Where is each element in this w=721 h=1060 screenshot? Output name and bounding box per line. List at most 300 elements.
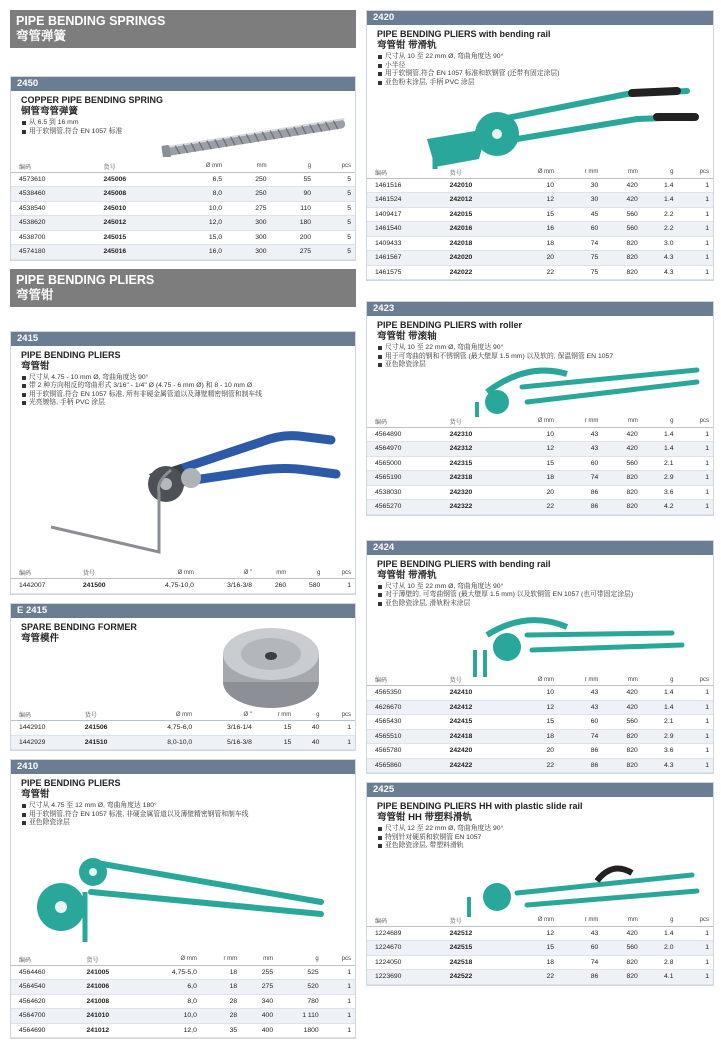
column-header: mm	[602, 675, 642, 686]
table-cell: 4.3	[642, 758, 678, 773]
table-cell: 12	[508, 442, 558, 457]
table-cell: 820	[602, 955, 642, 970]
table-cell: 1	[678, 744, 714, 759]
table-cell: 1	[678, 207, 714, 222]
column-header: 货号	[446, 167, 509, 178]
product-title: SPARE BENDING FORMER	[21, 621, 137, 632]
table-row	[11, 721, 355, 736]
product-2410	[10, 759, 356, 1039]
table-cell: 1 110	[277, 1009, 323, 1024]
table-cell: 16,0	[170, 245, 226, 260]
column-header: 货号	[446, 675, 509, 686]
table-cell: 1.4	[642, 193, 678, 208]
table-cell: 15	[256, 721, 295, 736]
pliers-image	[467, 352, 707, 422]
table-cell: 75	[558, 265, 602, 280]
table-cell: 241500	[79, 579, 133, 594]
table-cell: 1	[678, 955, 714, 970]
table-cell: 5	[315, 245, 355, 260]
table-cell: 242310	[446, 427, 509, 442]
table-cell: 10,0	[170, 201, 226, 216]
table-cell: 420	[602, 700, 642, 715]
table-cell: 180	[271, 216, 316, 231]
product-title: PIPE BENDING PLIERS	[21, 778, 121, 788]
table-cell: 8,0	[140, 994, 201, 1009]
product-2423	[366, 301, 714, 516]
table-cell: 1	[323, 1009, 355, 1024]
table-cell: 1	[678, 236, 714, 251]
feature-item: 亚色除瓷涂层, 带塑料滑轨	[377, 842, 703, 851]
table-cell: 242412	[446, 700, 509, 715]
table-cell: 30	[558, 178, 602, 193]
table-cell: 820	[602, 500, 642, 515]
table-cell: 8,0-10,0	[136, 735, 196, 750]
table-cell: 5/16-3/8	[196, 735, 256, 750]
section-title-en: PIPE BENDING PLIERS	[16, 272, 155, 287]
table-cell: 1.4	[642, 700, 678, 715]
table-cell: 820	[602, 758, 642, 773]
product-code: 2423	[367, 302, 713, 316]
table-cell: 1.4	[642, 442, 678, 457]
column-header: mm	[602, 167, 642, 178]
column-header: 货号	[99, 161, 170, 172]
product-2415	[10, 331, 356, 595]
table-cell: 12,0	[140, 1023, 201, 1038]
table-cell: 18	[508, 955, 558, 970]
right-column	[366, 10, 714, 994]
table-cell: 3/16-1/4	[196, 721, 256, 736]
column-header: 编码	[11, 568, 79, 579]
product-2450	[10, 76, 356, 261]
table-cell: 560	[602, 207, 642, 222]
feature-item: 小半径	[377, 62, 703, 71]
table-cell: 15,0	[170, 230, 226, 245]
pliers-image	[407, 79, 707, 169]
table-cell: 1224050	[367, 955, 446, 970]
table-cell: 86	[558, 758, 602, 773]
table-cell: 2.8	[642, 955, 678, 970]
column-header: r mm	[558, 167, 602, 178]
table-row	[367, 456, 713, 471]
feature-item: 光亮镀铬, 手柄 PVC 涂层	[21, 399, 345, 408]
feature-item: 对于薄壁的, 可弯曲钢管 (最大壁厚 1.5 mm) 以及软铜管 EN 1057 (也可带固定涂层)	[377, 591, 703, 600]
column-header: 货号	[83, 954, 140, 965]
table-row	[367, 729, 713, 744]
column-header: 编码	[11, 161, 99, 172]
table-cell: 1461540	[367, 222, 446, 237]
table-cell: 245008	[99, 187, 170, 202]
feature-list	[377, 825, 703, 851]
product-code: 2410	[11, 760, 355, 774]
table-cell: 22	[508, 970, 558, 985]
table-cell: 28	[201, 1009, 241, 1024]
table-cell: 820	[602, 485, 642, 500]
spring-image	[161, 117, 351, 157]
table-row	[367, 193, 713, 208]
column-header: 编码	[367, 416, 446, 427]
product-title-cn: 弯管钳 带滚轴	[377, 331, 437, 342]
table-row	[11, 965, 355, 980]
product-title: PIPE BENDING PLIERS with bending rail	[377, 29, 551, 39]
table-cell: 75	[558, 251, 602, 266]
table-cell: 420	[602, 442, 642, 457]
table-cell: 6,5	[170, 172, 226, 187]
product-title-cn: 弯管模件	[21, 632, 60, 644]
column-header: g	[642, 416, 678, 427]
table-cell: 18	[508, 471, 558, 486]
feature-item: 用于软铜管,符合 EN 1057 标准	[21, 128, 345, 137]
table-cell: 28	[201, 994, 241, 1009]
product-2420	[366, 10, 714, 281]
feature-item: 尺寸从 10 至 22 mm Ø, 弯曲角度达 90°	[377, 344, 703, 353]
column-header: pcs	[678, 167, 714, 178]
table-header-row	[11, 954, 355, 965]
table-cell: 1224670	[367, 941, 446, 956]
table-cell: 242515	[446, 941, 509, 956]
table-cell: 15	[508, 941, 558, 956]
table-cell: 242422	[446, 758, 509, 773]
product-E2415	[10, 603, 356, 752]
table-row	[367, 222, 713, 237]
table-cell: 1	[678, 251, 714, 266]
product-code: E 2415	[11, 604, 355, 618]
table-cell: 241008	[83, 994, 140, 1009]
pliers-image	[457, 853, 707, 919]
table-cell: 241006	[83, 980, 140, 995]
table-cell: 1	[678, 500, 714, 515]
product-title-cn: 弯管钳 带滑轨	[377, 40, 437, 51]
table-cell: 4,75-10,0	[133, 579, 198, 594]
table-cell: 4564620	[11, 994, 83, 1009]
table-cell: 5	[315, 172, 355, 187]
table-cell: 20	[508, 744, 558, 759]
feature-item: 用于软铜管,符合 EN 1057 标准和软钢管 (还带有固定涂层)	[377, 70, 703, 79]
column-header: 编码	[367, 675, 446, 686]
table-cell: 1.4	[642, 686, 678, 701]
table-cell: 15	[508, 207, 558, 222]
column-header: g	[295, 710, 323, 721]
column-header: 编码	[367, 915, 446, 926]
table-cell: 820	[602, 251, 642, 266]
table-cell: 1	[678, 193, 714, 208]
table-cell: 420	[602, 926, 642, 941]
column-header: Ø mm	[508, 915, 558, 926]
column-header: r mm	[558, 915, 602, 926]
column-header: 货号	[81, 710, 137, 721]
table-cell: 4538620	[11, 216, 99, 231]
table-cell: 15	[508, 715, 558, 730]
table-cell: 1409433	[367, 236, 446, 251]
column-header: 编码	[11, 710, 81, 721]
column-header: mm	[226, 161, 271, 172]
feature-list	[21, 802, 345, 828]
column-header: pcs	[323, 710, 355, 721]
table-header-row	[11, 161, 355, 172]
table-cell: 45	[558, 207, 602, 222]
product-code: 2425	[367, 783, 713, 797]
table-cell: 86	[558, 970, 602, 985]
table-cell: 10	[508, 427, 558, 442]
left-column	[10, 10, 356, 1047]
table-cell: 340	[241, 994, 277, 1009]
table-cell: 18	[201, 965, 241, 980]
table-cell: 4,75-5,0	[140, 965, 201, 980]
table-cell: 200	[271, 230, 316, 245]
table-cell: 22	[508, 758, 558, 773]
table-row	[367, 758, 713, 773]
feature-item: 带 2 种方向相反的弯曲形式 3/16" - 1/4" Ø (4.75 - 6 mm Ø) 和 8 - 10 mm Ø	[21, 382, 345, 391]
product-title-cn: 铜管弯管弹簧	[21, 106, 79, 117]
table-cell: 74	[558, 729, 602, 744]
table-cell: 560	[602, 715, 642, 730]
table-cell: 18	[508, 236, 558, 251]
table-cell: 16	[508, 222, 558, 237]
table-row	[367, 485, 713, 500]
table-cell: 2.2	[642, 207, 678, 222]
column-header: Ø mm	[136, 710, 196, 721]
column-header: pcs	[324, 568, 355, 579]
table-cell: 245010	[99, 201, 170, 216]
table-cell: 60	[558, 222, 602, 237]
table-cell: 1461575	[367, 265, 446, 280]
table-cell: 560	[602, 941, 642, 956]
table-row	[11, 172, 355, 187]
table-cell: 4565000	[367, 456, 446, 471]
table-cell: 300	[226, 230, 271, 245]
table-cell: 1	[678, 222, 714, 237]
table-cell: 4564690	[11, 1023, 83, 1038]
table-cell: 242312	[446, 442, 509, 457]
feature-item: 尺寸从 4.75 - 10 mm Ø, 弯曲角度达 90°	[21, 374, 345, 383]
column-header: 编码	[367, 167, 446, 178]
table-cell: 43	[558, 427, 602, 442]
product-code: 2424	[367, 541, 713, 555]
table-cell: 18	[201, 980, 241, 995]
table-cell: 242415	[446, 715, 509, 730]
table-cell: 4,75-6,0	[136, 721, 196, 736]
table-cell: 420	[602, 686, 642, 701]
table-cell: 242322	[446, 500, 509, 515]
table-cell: 1442910	[11, 721, 81, 736]
column-header: 编码	[11, 954, 83, 965]
table-row	[367, 955, 713, 970]
section-title-cn: 弯管弹簧	[16, 29, 67, 43]
table-cell: 4565270	[367, 500, 446, 515]
table-cell: 4538540	[11, 201, 99, 216]
column-header: Ø mm	[133, 568, 198, 579]
table-cell: 242016	[446, 222, 509, 237]
feature-item: 尺寸从 12 至 22 mm Ø, 弯曲角度达 90°	[377, 825, 703, 834]
table-cell: 2.9	[642, 729, 678, 744]
table-cell: 12,0	[170, 216, 226, 231]
table-row	[367, 207, 713, 222]
column-header: mm	[241, 954, 277, 965]
table-cell: 525	[277, 965, 323, 980]
table-cell: 1	[678, 265, 714, 280]
table-cell: 420	[602, 427, 642, 442]
table-cell: 10	[508, 686, 558, 701]
product-title: PIPE BENDING PLIERS HH with plastic slide rail	[377, 801, 583, 811]
table-cell: 241005	[83, 965, 140, 980]
table-cell: 580	[290, 579, 324, 594]
table-cell: 241506	[81, 721, 137, 736]
table-cell: 1	[678, 485, 714, 500]
table-cell: 1	[678, 686, 714, 701]
table-cell: 1	[678, 471, 714, 486]
table-cell: 2.2	[642, 222, 678, 237]
table-cell: 4565860	[367, 758, 446, 773]
table-cell: 400	[241, 1023, 277, 1038]
feature-item: 亚色除瓷涂层, 滑轨粉末涂层	[377, 600, 703, 609]
section-header-pliers	[10, 269, 356, 307]
table-cell: 300	[226, 245, 271, 260]
table-cell: 3.0	[642, 236, 678, 251]
table-row	[11, 994, 355, 1009]
product-title: PIPE BENDING PLIERS with bending rail	[377, 558, 551, 569]
article-table	[367, 915, 713, 985]
table-cell: 5	[315, 216, 355, 231]
table-cell: 4538700	[11, 230, 99, 245]
product-code: 2420	[367, 11, 713, 25]
column-header: Ø "	[198, 568, 256, 579]
table-row	[11, 1009, 355, 1024]
product-title-cn: 弯管钳	[21, 360, 50, 372]
table-cell: 4.3	[642, 265, 678, 280]
feature-item: 用于可弯曲的钢和不锈钢管 (最大壁厚 1.5 mm) 以及软的, 保温钢管 EN 1057	[377, 353, 703, 362]
table-cell: 4565510	[367, 729, 446, 744]
table-cell: 74	[558, 955, 602, 970]
column-header: Ø mm	[508, 167, 558, 178]
table-cell: 242012	[446, 193, 509, 208]
column-header: mm	[256, 568, 290, 579]
table-row	[367, 442, 713, 457]
table-cell: 4565190	[367, 471, 446, 486]
pliers-image	[21, 832, 341, 952]
table-cell: 4564540	[11, 980, 83, 995]
table-cell: 90	[271, 187, 316, 202]
feature-item: 用于软铜管,符合 EN 1057 标准, 非硬金属管道以及薄壁精密钢管和制车线	[21, 811, 345, 820]
table-cell: 1	[323, 735, 355, 750]
table-row	[367, 427, 713, 442]
table-cell: 10,0	[140, 1009, 201, 1024]
table-cell: 5	[315, 187, 355, 202]
table-cell: 74	[558, 236, 602, 251]
table-row	[367, 744, 713, 759]
table-row	[11, 201, 355, 216]
bending-former-image	[211, 624, 331, 714]
column-header: g	[642, 915, 678, 926]
article-table	[11, 161, 355, 260]
table-cell: 300	[226, 216, 271, 231]
table-cell: 1.4	[642, 926, 678, 941]
table-cell: 241510	[81, 735, 137, 750]
table-cell: 4626670	[367, 700, 446, 715]
table-cell: 242418	[446, 729, 509, 744]
table-row	[367, 500, 713, 515]
table-cell: 86	[558, 485, 602, 500]
table-cell: 1223690	[367, 970, 446, 985]
table-cell: 242020	[446, 251, 509, 266]
table-cell: 1	[678, 970, 714, 985]
table-cell: 1	[323, 721, 355, 736]
table-cell: 420	[602, 178, 642, 193]
table-cell: 55	[271, 172, 316, 187]
table-cell: 4565350	[367, 686, 446, 701]
table-cell: 1	[678, 729, 714, 744]
product-code: 2415	[11, 332, 355, 346]
table-cell: 4574180	[11, 245, 99, 260]
table-cell: 4.3	[642, 251, 678, 266]
table-cell: 86	[558, 500, 602, 515]
table-row	[11, 579, 355, 594]
table-cell: 22	[508, 500, 558, 515]
table-cell: 242320	[446, 485, 509, 500]
table-cell: 110	[271, 201, 316, 216]
pliers-image	[31, 412, 351, 572]
column-header: mm	[602, 915, 642, 926]
table-cell: 1	[678, 715, 714, 730]
table-cell: 4565780	[367, 744, 446, 759]
table-row	[367, 236, 713, 251]
feature-item: 亚色除瓷涂层	[21, 819, 345, 828]
table-row	[11, 216, 355, 231]
table-cell: 43	[558, 926, 602, 941]
table-cell: 560	[602, 456, 642, 471]
table-cell: 241010	[83, 1009, 140, 1024]
table-cell: 1.4	[642, 427, 678, 442]
feature-item: 尺寸从 10 至 22 mm Ø, 弯曲角度达 90°	[377, 583, 703, 592]
feature-item: 特别针对硬质和软铜管 EN 1057	[377, 834, 703, 843]
column-header: g	[277, 954, 323, 965]
column-header: 货号	[446, 915, 509, 926]
table-cell: 4564460	[11, 965, 83, 980]
column-header: pcs	[678, 416, 714, 427]
table-cell: 1442929	[11, 735, 81, 750]
table-cell: 560	[602, 222, 642, 237]
column-header: Ø mm	[140, 954, 201, 965]
column-header: g	[642, 675, 678, 686]
table-cell: 60	[558, 941, 602, 956]
table-cell: 4.2	[642, 500, 678, 515]
table-cell: 15	[256, 735, 295, 750]
table-cell: 242015	[446, 207, 509, 222]
table-cell: 3.6	[642, 485, 678, 500]
table-cell: 520	[277, 980, 323, 995]
table-row	[367, 700, 713, 715]
table-cell: 1461567	[367, 251, 446, 266]
column-header: r mm	[256, 710, 295, 721]
article-table	[11, 954, 355, 1038]
table-cell: 18	[508, 729, 558, 744]
table-cell: 1	[678, 758, 714, 773]
table-cell: 242420	[446, 744, 509, 759]
table-cell: 1461516	[367, 178, 446, 193]
table-cell: 1409417	[367, 207, 446, 222]
product-title: COPPER PIPE BENDING SPRING	[21, 95, 164, 105]
column-header: pcs	[678, 675, 714, 686]
product-2425	[366, 782, 714, 986]
table-cell: 5	[315, 230, 355, 245]
table-cell: 1	[678, 442, 714, 457]
table-cell: 2.9	[642, 471, 678, 486]
pliers-image	[457, 605, 707, 680]
table-cell: 1800	[277, 1023, 323, 1038]
article-table	[367, 675, 713, 774]
table-cell: 4564970	[367, 442, 446, 457]
table-cell: 4.1	[642, 970, 678, 985]
feature-item: 从 6.5 到 16 mm	[21, 119, 345, 128]
product-title: PIPE BENDING PLIERS with roller	[377, 320, 523, 330]
